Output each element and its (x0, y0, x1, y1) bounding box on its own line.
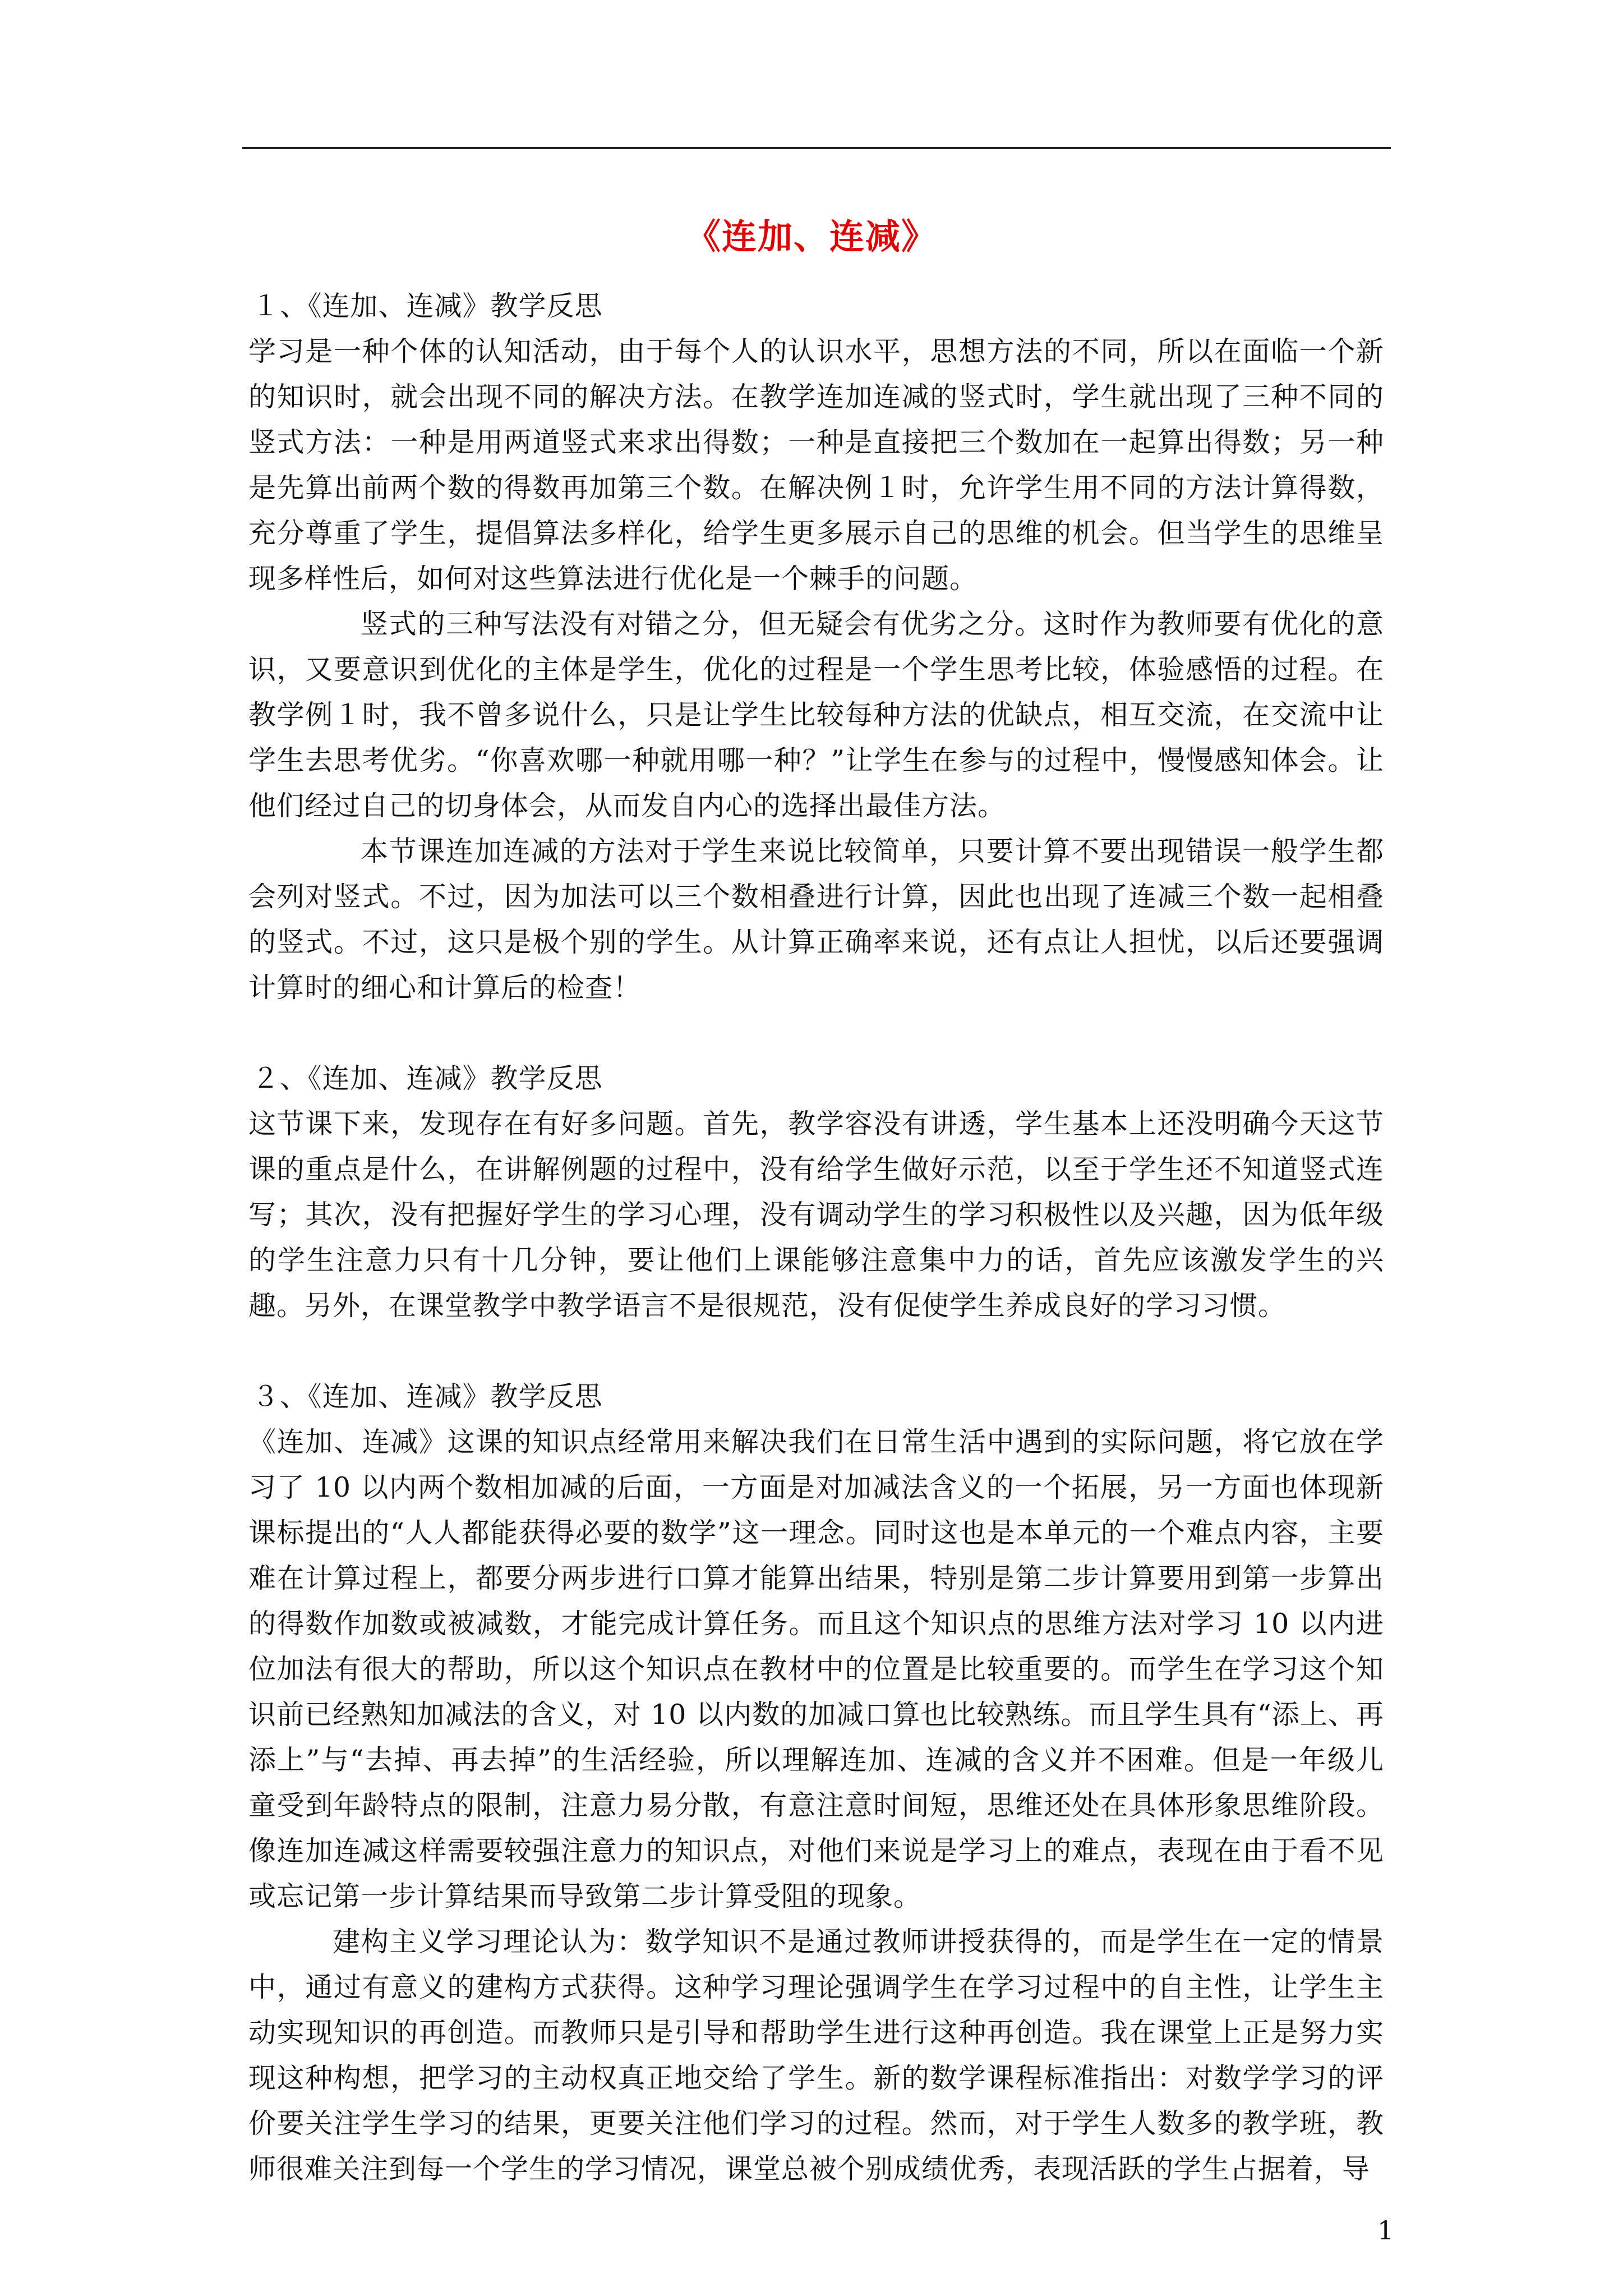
paragraph: 《连加、连减》这课的知识点经常用来解决我们在日常生活中遇到的实际问题，将它放在学习了 10 以内两个数相加减的后面，一方面是对加减法含义的一个拓展，另一方面也体现新课标提出的“人人都能获得必要的数学”这一理念。同时这也是本单元的一个难点内容，主要难在计算过程上，都要分两步进行口算才能算出结果，特别是第二步计算要用到第一步算出的得数作加数或被减数，才能完成计算任务。而且这个知识点的思维方法对学习 10 以内进位加法有很大的帮助，所以这个知识点在教材中的位置是比较重要的。而学生在学习这个知识前已经熟知加减法的含义，对 10 以内数的加减口算也比较熟练。而且学生具有“添上、再添上”与“去掉、再去掉”的生活经验，所以理解连加、连减的含义并不困难。但是一年级儿童受到年龄特点的限制，注意力易分散，有意注意时间短，思维还处在具体形象思维阶段。像连加连减这样需要较强注意力的知识点，对他们来说是学习上的难点，表现在由于看不见或忘记第一步计算结果而导致第二步计算受阻的现象。 (248, 1426, 1384, 1912)
page-number: 1 (1377, 2215, 1394, 2246)
section-heading: ３、《连加、连减》教学反思 (252, 1381, 603, 1412)
spacer (248, 1328, 1384, 1374)
document-body (248, 283, 1384, 2192)
document-title: 《连加、连减》 (685, 216, 937, 257)
paragraph: 竖式的三种写法没有对错之分，但无疑会有优劣之分。这时作为教师要有优化的意识，又要意识到优化的主体是学生，优化的过程是一个学生思考比较，体验感悟的过程。在教学例１时，我不曾多说什么，只是让学生比较每种方法的优缺点，相互交流，在交流中让学生去思考优劣。“你喜欢哪一种就用哪一种？”让学生在参与的过程中，慢慢感知体会。让他们经过自己的切身体会，从而发自内心的选择出最佳方法。 (248, 608, 1384, 822)
paragraph: 本节课连加连减的方法对于学生来说比较简单，只要计算不要出现错误一般学生都会列对竖式。不过，因为加法可以三个数相叠进行计算，因此也出现了连减三个数一起相叠的竖式。不过，这只是极个别的学生。从计算正确率来说，还有点让人担忧，以后还要强调计算时的细心和计算后的检查！ (248, 835, 1384, 1004)
spacer (248, 1010, 1384, 1056)
paragraph: 这节课下来，发现存在有好多问题。首先，教学容没有讲透，学生基本上还没明确今天这节课的重点是什么，在讲解例题的过程中，没有给学生做好示范，以至于学生还不知道竖式连写；其次，没有把握好学生的学习心理，没有调动学生的学习积极性以及兴趣，因为低年级的学生注意力只有十几分钟，要让他们上课能够注意集中力的话，首先应该激发学生的兴趣。另外，在课堂教学中教学语言不是很规范，没有促使学生养成良好的学习习惯。 (248, 1108, 1384, 1322)
section-heading: １、《连加、连减》教学反思 (252, 290, 603, 322)
section-heading: ２、《连加、连减》教学反思 (252, 1062, 603, 1094)
paragraph: 建构主义学习理论认为：数学知识不是通过教师讲授获得的，而是学生在一定的情景中，通过有意义的建构方式获得。这种学习理论强调学生在学习过程中的自主性，让学生主动实现知识的再创造。而教师只是引导和帮助学生进行这种再创造。我在课堂上正是努力实现这种构想，把学习的主动权真正地交给了学生。新的数学课程标准指出：对数学学习的评价要关注学生学习的结果，更要关注他们学习的过程。然而，对于学生人数多的教学班，教师很难关注到每一个学生的学习情况，课堂总被个别成绩优秀，表现活跃的学生占据着，导 (248, 1926, 1384, 2185)
paragraph: 学习是一种个体的认知活动，由于每个人的认识水平，思想方法的不同，所以在面临一个新的知识时，就会出现不同的解决方法。在教学连加连减的竖式时，学生就出现了三种不同的竖式方法：一种是用两道竖式来求出得数；一种是直接把三个数加在一起算出得数；另一种是先算出前两个数的得数再加第三个数。在解决例１时，允许学生用不同的方法计算得数，充分尊重了学生，提倡算法多样化，给学生更多展示自己的思维的机会。但当学生的思维呈现多样性后，如何对这些算法进行优化是一个棘手的问题。 (248, 335, 1384, 595)
header-rule (242, 147, 1391, 149)
